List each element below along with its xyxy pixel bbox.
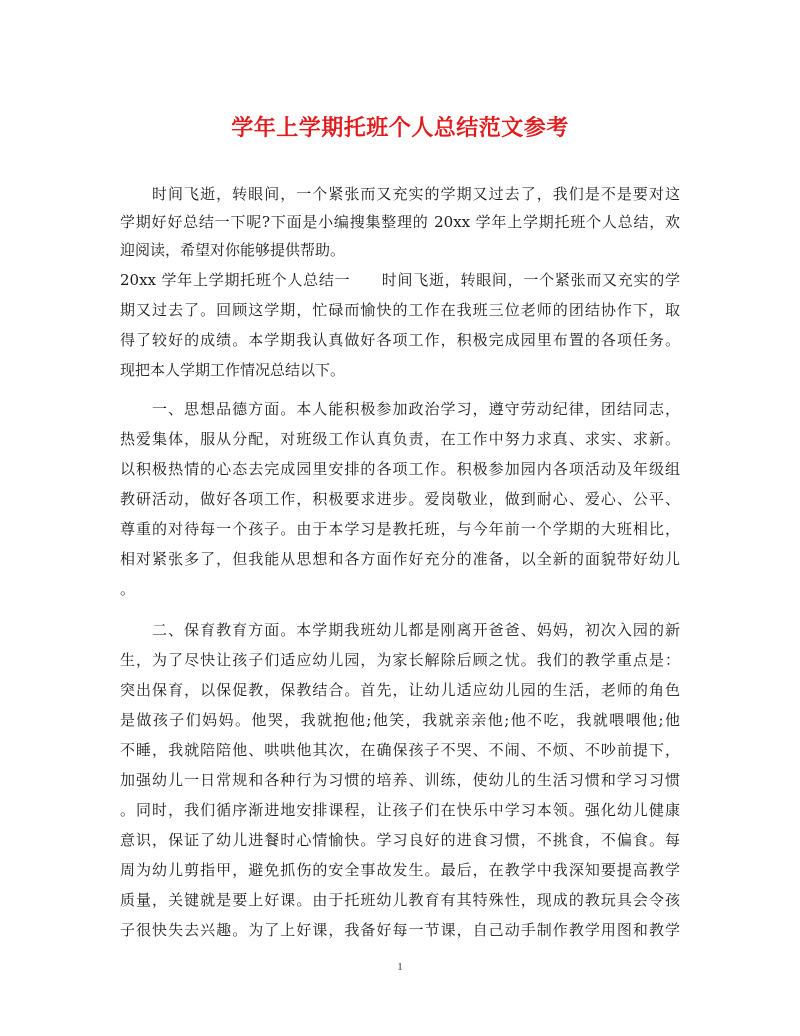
text-line: 尊重的对待每一个孩子。由于本学习是教托班，与今年前一个学期的大班相比， [120,520,680,538]
text-line: 以积极热情的心态去完成园里安排的各项工作。积极参加园内各项活动及年级组 [120,460,680,478]
text-line: 不睡，我就陪陪他、哄哄他其次，在确保孩子不哭、不闹、不烦、不吵前提下， [120,741,680,759]
text-line: 一、思想品德方面。本人能积极参加政治学习，遵守劳动纪律，团结同志， [152,400,680,418]
text-line: 期又过去了。回顾这学期，忙碌而愉快的工作在我班三位老师的团结协作下，取 [120,301,680,319]
text-line: 二、保育教育方面。本学期我班幼儿都是刚离开爸爸、妈妈，初次入园的新 [152,621,680,639]
text-line: 现把本人学期工作情况总结以下。 [120,361,346,379]
text-line: 时间飞逝，转眼间，一个紧张而又充实的学期又过去了，我们是不是要对这 [152,185,680,203]
text-line: 突出保育，以保促教，保教结合。首先，让幼儿适应幼儿园的生活，老师的角色 [120,681,680,699]
text-line: 生，为了尽快让孩子们适应幼儿园，为家长解除后顾之忧。我们的教学重点是： [120,651,680,669]
text-line: 是做孩子们妈妈。他哭，我就抱他;他笑，我就亲亲他;他不吃，我就喂喂他;他 [120,711,680,729]
text-line: 相对紧张多了，但我能从思想和各方面作好充分的准备，以全新的面貌带好幼儿 [120,550,680,568]
text-line: 得了较好的成绩。本学期我认真做好各项工作，积极完成园里布置的各项任务。 [120,331,680,349]
text-line: 加强幼儿一日常规和各种行为习惯的培养、训练，使幼儿的生活习惯和学习习惯 [120,771,680,789]
text-line: 20xx 学年上学期托班个人总结一 时间飞逝，转眼间，一个紧张而又充实的学 [120,271,680,289]
document-title: 学年上学期托班个人总结范文参考 [231,115,569,141]
text-line: 学期好好总结一下呢?下面是小编搜集整理的 20xx 学年上学期托班个人总结，欢 [120,213,680,231]
text-line: 质量，关键就是要上好课。由于托班幼儿教育有其特殊性，现成的教玩具会令孩 [120,891,680,909]
text-line: 热爱集体，服从分配，对班级工作认真负责，在工作中努力求真、求实、求新。 [120,430,680,448]
text-line: 。 [120,580,136,598]
text-line: 意识，保证了幼儿进餐时心情愉快。学习良好的进食习惯，不挑食，不偏食。每 [120,831,680,849]
page-number: 1 [397,961,403,973]
text-line: 子很快失去兴趣。为了上好课，我备好每一节课，自己动手制作教学用图和教学 [120,921,680,939]
text-line: 。同时，我们循序渐进地安排课程，让孩子们在快乐中学习本领。强化幼儿健康 [120,801,680,819]
text-line: 迎阅读，希望对你能够提供帮助。 [120,241,346,259]
text-line: 周为幼儿剪指甲，避免抓伤的安全事故发生。最后，在教学中我深知要提高教学 [120,861,680,879]
text-line: 教研活动，做好各项工作，积极要求进步。爱岗敬业，做到耐心、爱心、公平、 [120,490,680,508]
